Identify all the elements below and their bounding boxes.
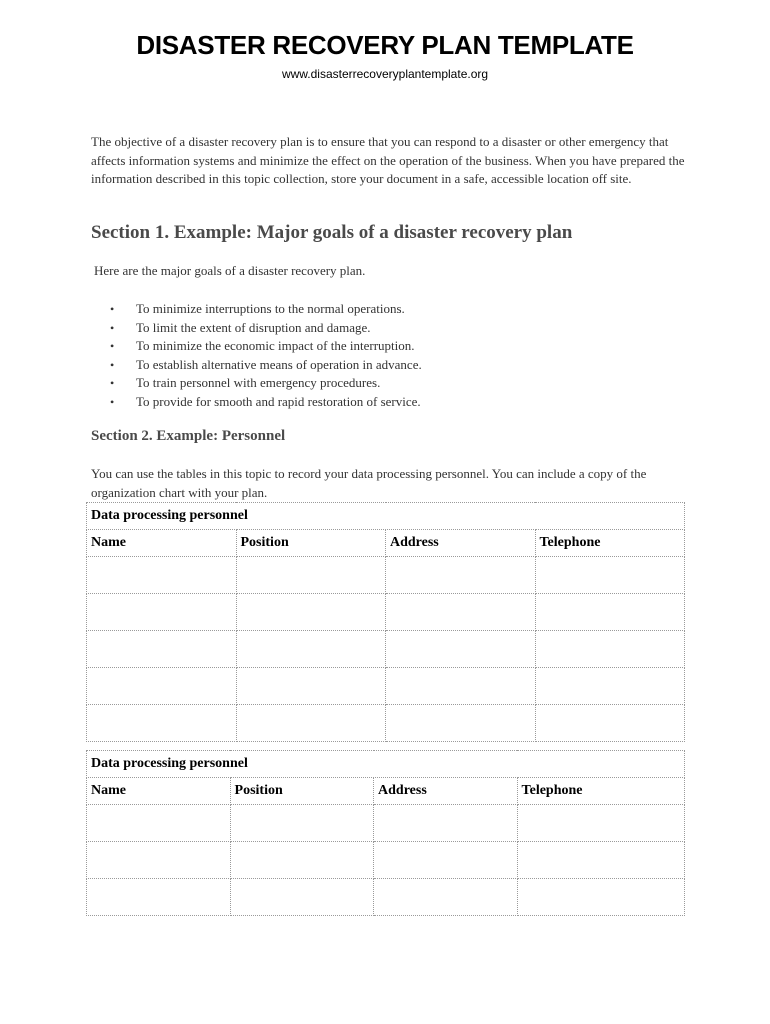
goal-text: To limit the extent of disruption and damage. <box>136 319 371 335</box>
name-cell[interactable] <box>87 705 237 742</box>
address-cell[interactable] <box>386 631 536 668</box>
column-header-address: Address <box>386 530 536 557</box>
goal-text: To provide for smooth and rapid restoration of service. <box>136 393 421 409</box>
list-item <box>110 393 422 412</box>
address-cell[interactable] <box>386 557 536 594</box>
list-item <box>110 337 422 356</box>
goal-text: To train personnel with emergency procedures. <box>136 375 381 390</box>
address-cell[interactable] <box>374 842 518 879</box>
list-item <box>110 300 422 319</box>
table-header-row <box>87 778 685 805</box>
goal-text: To minimize interruptions to the normal operations. <box>136 301 405 316</box>
column-header-position: Position <box>236 530 386 557</box>
table-caption-row <box>87 751 685 778</box>
position-cell[interactable] <box>236 557 386 594</box>
section2-heading: Section 2. Example: Personnel <box>91 428 286 444</box>
table-row <box>87 805 685 842</box>
table-row <box>87 879 685 916</box>
name-cell[interactable] <box>87 594 237 631</box>
bullet-icon: • <box>110 320 115 335</box>
table-header-row <box>87 530 685 557</box>
address-cell[interactable] <box>386 705 536 742</box>
telephone-cell[interactable] <box>517 879 684 916</box>
position-cell[interactable] <box>230 879 374 916</box>
table-row <box>87 557 685 594</box>
telephone-cell[interactable] <box>535 594 685 631</box>
goals-list <box>110 300 422 411</box>
document-title: DISASTER RECOVERY PLAN TEMPLATE <box>136 30 634 60</box>
name-cell[interactable] <box>87 879 231 916</box>
address-cell[interactable] <box>374 805 518 842</box>
position-cell[interactable] <box>230 842 374 879</box>
table-row <box>87 842 685 879</box>
column-header-telephone: Telephone <box>517 778 684 805</box>
personnel-table <box>86 750 685 916</box>
list-item <box>110 356 422 375</box>
telephone-cell[interactable] <box>535 557 685 594</box>
goal-text: To establish alternative means of operation in advance. <box>136 356 422 372</box>
table-row <box>87 668 685 705</box>
table-caption: Data processing personnel <box>87 751 685 778</box>
section1-lead: Here are the major goals of a disaster recovery plan. <box>94 263 366 278</box>
position-cell[interactable] <box>236 594 386 631</box>
document-website: www.disasterrecoveryplantemplate.org <box>281 67 489 81</box>
name-cell[interactable] <box>87 557 237 594</box>
bullet-icon: • <box>110 357 115 372</box>
address-cell[interactable] <box>386 668 536 705</box>
section1-heading: Section 1. Example: Major goals of a disaster recovery plan <box>91 222 573 243</box>
telephone-cell[interactable] <box>535 668 685 705</box>
column-header-name: Name <box>87 778 231 805</box>
name-cell[interactable] <box>87 668 237 705</box>
column-header-position: Position <box>230 778 374 805</box>
table-row <box>87 631 685 668</box>
column-header-address: Address <box>374 778 518 805</box>
telephone-cell[interactable] <box>517 842 684 879</box>
column-header-name: Name <box>87 530 237 557</box>
telephone-cell[interactable] <box>517 805 684 842</box>
telephone-cell[interactable] <box>535 631 685 668</box>
list-item <box>110 374 422 393</box>
address-cell[interactable] <box>386 594 536 631</box>
bullet-icon: • <box>110 394 115 409</box>
position-cell[interactable] <box>236 668 386 705</box>
name-cell[interactable] <box>87 631 237 668</box>
table-row <box>87 594 685 631</box>
address-cell[interactable] <box>374 879 518 916</box>
list-item <box>110 319 422 338</box>
bullet-icon: • <box>110 302 115 316</box>
personnel-table <box>86 502 685 742</box>
position-cell[interactable] <box>230 805 374 842</box>
position-cell[interactable] <box>236 631 386 668</box>
bullet-icon: • <box>110 376 115 390</box>
name-cell[interactable] <box>87 842 231 879</box>
goal-text: To minimize the economic impact of the interruption. <box>136 338 415 353</box>
table-caption: Data processing personnel <box>87 503 685 530</box>
intro-paragraph: The objective of a disaster recovery plan is to ensure that you can respond to a disaster or other emergency that affects information systems and minimize the effect on the operation of the business. When you have prepared the information described in this topic collection, store your document in a safe, accessible location off site. <box>91 134 685 186</box>
name-cell[interactable] <box>87 805 231 842</box>
column-header-telephone: Telephone <box>535 530 685 557</box>
telephone-cell[interactable] <box>535 705 685 742</box>
table-caption-row <box>87 503 685 530</box>
section2-lead: You can use the tables in this topic to record your data processing personnel. You can include a copy of the organization chart with your plan. <box>91 466 647 500</box>
bullet-icon: • <box>110 339 115 353</box>
position-cell[interactable] <box>236 705 386 742</box>
table-row <box>87 705 685 742</box>
